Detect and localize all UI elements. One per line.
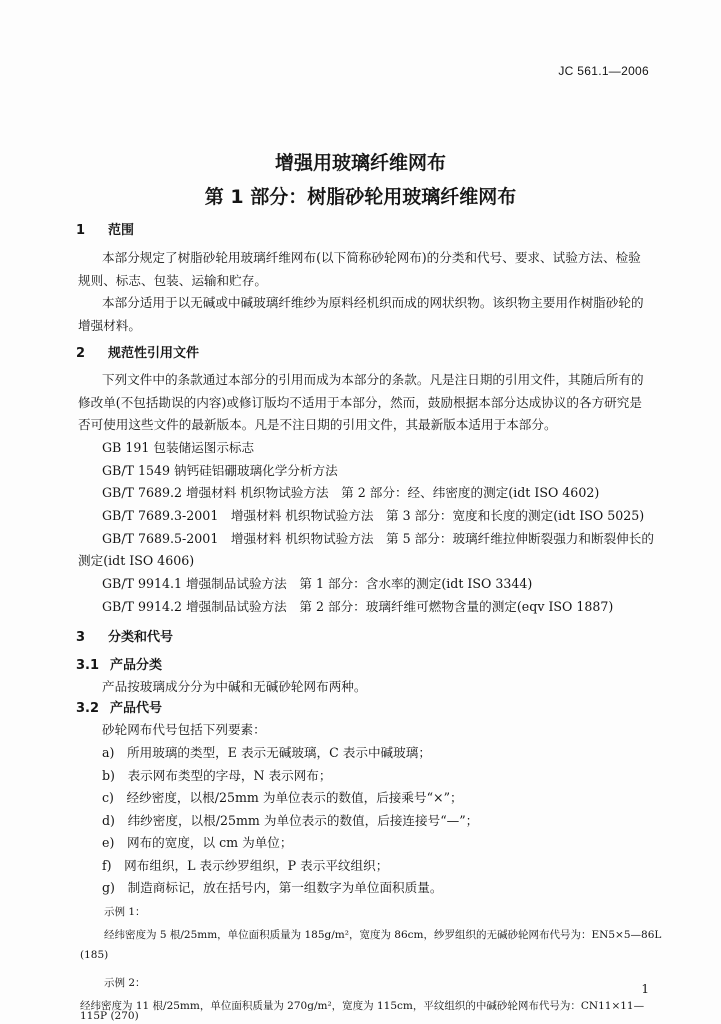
- section-title: 分类和代号: [108, 630, 174, 645]
- section-heading-3-2: [76, 697, 162, 716]
- section-heading-3-1: [76, 654, 162, 673]
- example-text: 经纬密度为 5 根/25mm，单位面积质量为 185g/m²，宽度为 86cm，纱罗组织的无碱砂轮网布代号为：EN5×5—86L: [104, 929, 662, 941]
- example-text: 经纬密度为 11 根/25mm，单位面积质量为 270g/m²，宽度为 115cm，平纹组织的中碱砂轮网布代号为：CN11×11—: [80, 1000, 645, 1012]
- standard-code: JC 561.1—2006: [558, 64, 649, 78]
- list-item: g) 制造商标记，放在括号内，第一组数字为单位面积质量。: [102, 880, 443, 895]
- paragraph-line: 增强材料。: [78, 318, 141, 333]
- example-text: 115P (270): [80, 1010, 139, 1022]
- paragraph-line: 否可使用这些文件的最新版本。凡是不注日期的引用文件，其最新版本适用于本部分。: [78, 417, 557, 432]
- paragraph-line: 下列文件中的条款通过本部分的引用而成为本部分的条款。凡是注日期的引用文件，其随后所有的: [102, 372, 644, 387]
- reference-line: GB/T 7689.3-2001 增强材料 机织物试验方法 第 3 部分：宽度和长度的测定(idt ISO 5025): [102, 508, 645, 523]
- section-title: 产品代号: [110, 701, 163, 716]
- document-title: 增强用玻璃纤维网布: [274, 152, 446, 174]
- example-text: (185): [80, 949, 109, 961]
- reference-line: GB/T 1549 钠钙硅铝硼玻璃化学分析方法: [102, 463, 338, 478]
- paragraph-line: 本部分适用于以无碱或中碱玻璃纤维纱为原料经机织而成的网状织物。该织物主要用作树脂砂轮的: [102, 295, 644, 310]
- list-item: b) 表示网布类型的字母，N 表示网布；: [102, 768, 332, 783]
- section-title: 产品分类: [110, 658, 163, 673]
- section-title: 规范性引用文件: [108, 346, 200, 361]
- paragraph-line: 砂轮网布代号包括下列要素：: [102, 722, 266, 737]
- section-heading-3: [76, 626, 173, 645]
- list-item: f) 网布组织，L 表示纱罗组织，P 表示平纹组织；: [102, 858, 389, 873]
- reference-line: GB 191 包装储运图示标志: [102, 440, 255, 455]
- paragraph-line: 产品按玻璃成分分为中碱和无碱砂轮网布两种。: [102, 679, 367, 694]
- section-number: 2: [76, 346, 86, 361]
- reference-line: GB/T 9914.2 增强制品试验方法 第 2 部分：玻璃纤维可燃物含量的测定(eqv ISO 1887): [102, 599, 614, 614]
- paragraph-line: 规则、标志、包装、运输和贮存。: [78, 273, 267, 288]
- section-title: 范围: [108, 223, 135, 238]
- reference-line: GB/T 7689.2 增强材料 机织物试验方法 第 2 部分：经、纬密度的测定(idt ISO 4602): [102, 485, 600, 500]
- reference-line: 测定(idt ISO 4606): [78, 553, 195, 568]
- section-heading-1: [76, 219, 134, 238]
- paragraph-line: 修改单(不包括勘误的内容)或修订版均不适用于本部分，然而，鼓励根据本部分达成协议的各方研究是: [78, 395, 642, 410]
- section-number: 1: [76, 223, 86, 238]
- reference-line: GB/T 9914.1 增强制品试验方法 第 1 部分：含水率的测定(idt ISO 3344): [102, 576, 533, 591]
- section-number: 3: [76, 630, 86, 645]
- section-heading-2: [76, 342, 199, 361]
- reference-line: GB/T 7689.5-2001 增强材料 机织物试验方法 第 5 部分：玻璃纤维拉伸断裂强力和断裂伸长的: [102, 531, 654, 546]
- list-item: a) 所用玻璃的类型，E 表示无碱玻璃，C 表示中碱玻璃；: [102, 745, 431, 760]
- list-item: c) 经纱密度，以根/25mm 为单位表示的数值，后接乘号“×”；: [102, 790, 463, 805]
- example-label: 示例 2：: [104, 977, 146, 989]
- section-number: 3.2: [76, 701, 100, 716]
- example-label: 示例 1：: [104, 906, 146, 918]
- document-subtitle: 第 1 部分：树脂砂轮用玻璃纤维网布: [204, 186, 517, 208]
- list-item: e) 网布的宽度，以 cm 为单位；: [102, 835, 293, 850]
- section-number: 3.1: [76, 658, 100, 673]
- page-number: 1: [641, 982, 649, 996]
- list-item: d) 纬纱密度，以根/25mm 为单位表示的数值，后接连接号“—”；: [102, 813, 479, 828]
- paragraph-line: 本部分规定了树脂砂轮用玻璃纤维网布(以下简称砂轮网布)的分类和代号、要求、试验方法、检验: [102, 250, 641, 265]
